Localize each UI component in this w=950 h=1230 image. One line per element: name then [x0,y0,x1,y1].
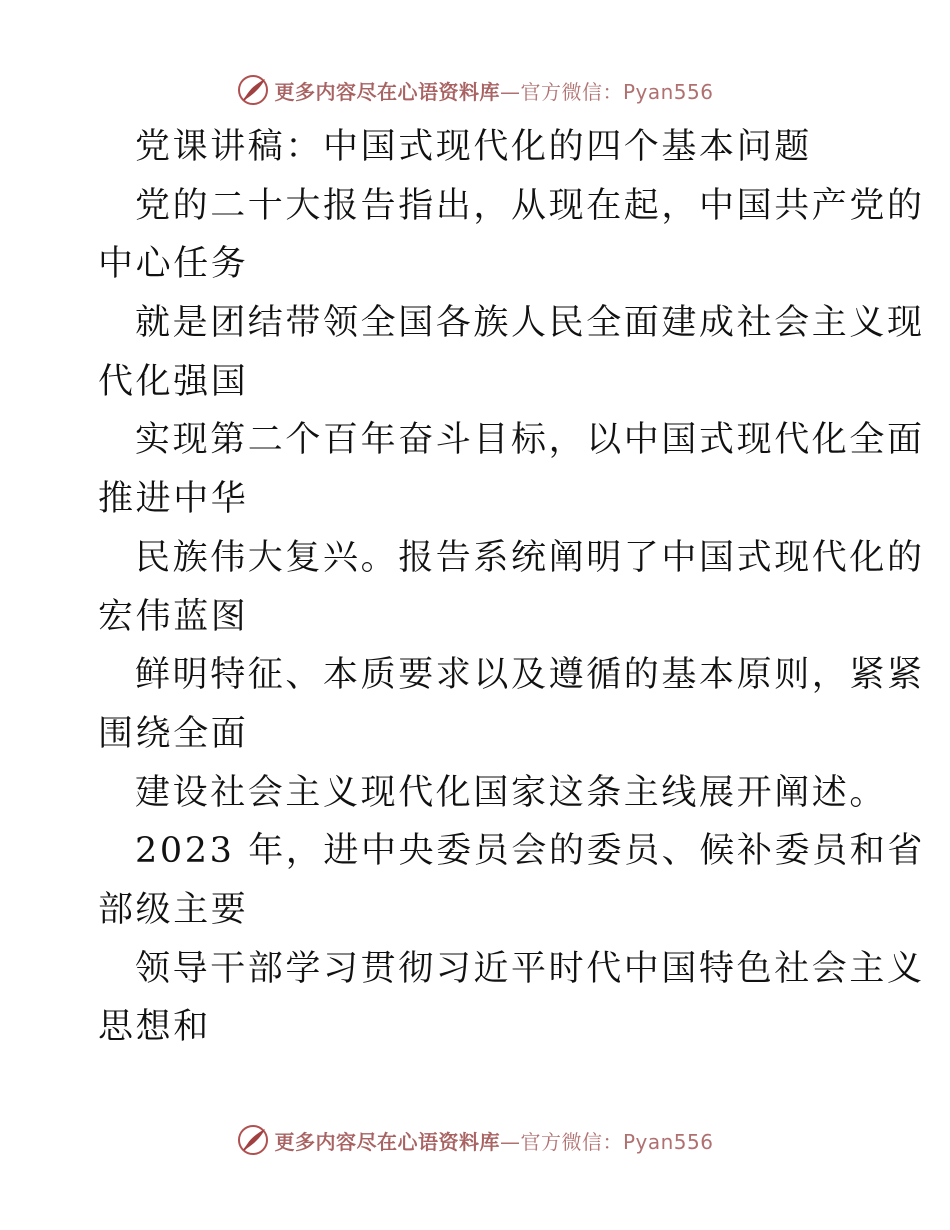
paragraph-line: 围绕全面 [98,713,249,754]
footer-watermark [0,1120,950,1160]
paragraph-line: 2023 年，进中央委员会的委员、候补委员和省 [135,831,925,872]
paragraph-line: 部级主要 [98,889,249,930]
header-watermark [0,70,950,110]
paragraph-line: 领导干部学习贯彻习近平时代中国特色社会主义 [135,948,925,989]
paragraph-line: 就是团结带领全国各族人民全面建成社会主义现 [135,303,925,344]
paragraph-line: 中心任务 [98,244,249,285]
paragraph-line: 实现第二个百年奋斗目标，以中国式现代化全面 [135,420,925,461]
watermark-text: 更多内容尽在心语资料库—官方微信：Pyan556 [274,79,714,104]
watermark-text: 更多内容尽在心语资料库—官方微信：Pyan556 [274,1129,714,1154]
paragraph-line: 思想和 [98,1007,211,1048]
paragraph-line: 推进中华 [98,479,249,520]
document-body [98,118,925,1057]
paragraph-line: 党的二十大报告指出，从现在起，中国共产党的 [135,185,925,226]
paragraph-line: 宏伟蓝图 [98,596,249,637]
paragraph-line: 代化强国 [98,361,249,402]
quill-pen-logo-icon [236,73,270,107]
paragraph-line: 建设社会主义现代化国家这条主线展开阐述。 [135,772,888,813]
paragraph-line: 鲜明特征、本质要求以及遵循的基本原则，紧紧 [135,655,925,696]
paragraph-line: 民族伟大复兴。报告系统阐明了中国式现代化的 [135,537,925,578]
quill-pen-logo-icon [236,1123,270,1157]
document-title: 党课讲稿：中国式现代化的四个基本问题 [135,127,812,167]
